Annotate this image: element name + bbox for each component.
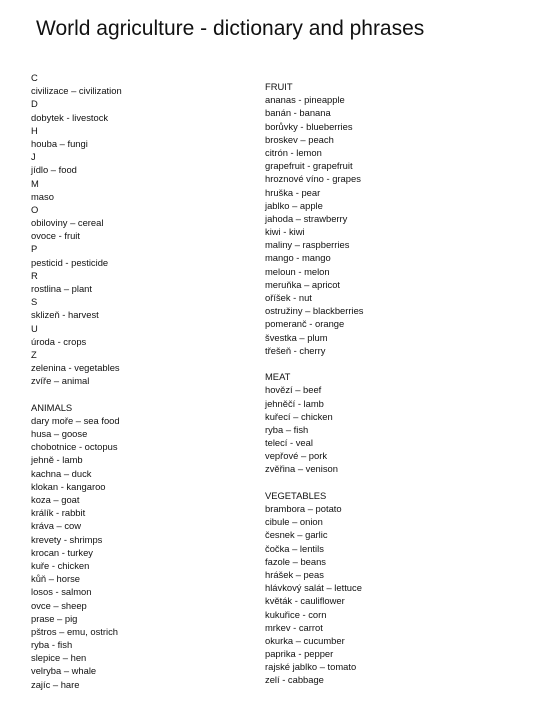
list-item: velryba – whale xyxy=(31,665,97,677)
spacer xyxy=(31,388,122,401)
letter-heading: R xyxy=(31,269,38,281)
letter-heading: O xyxy=(31,203,39,215)
list-item: jehně - lamb xyxy=(31,454,83,466)
list-item: třešeň - cherry xyxy=(265,344,326,356)
list-item: mrkev - carrot xyxy=(265,621,323,633)
list-item: vepřové – pork xyxy=(265,450,328,462)
list-item: grapefruit - grapefruit xyxy=(265,160,353,172)
list-item: kachna – duck xyxy=(31,467,92,479)
list-item: ovce – sheep xyxy=(31,599,87,611)
list-item: květák - cauliflower xyxy=(265,595,345,607)
list-item: prase – pig xyxy=(31,612,78,624)
list-item: pesticid - pesticide xyxy=(31,256,109,268)
list-item: banán - banana xyxy=(265,107,331,119)
list-item: hlávkový salát – lettuce xyxy=(265,582,362,594)
list-item: koza – goat xyxy=(31,494,80,505)
list-item: rajské jablko – tomato xyxy=(265,661,357,673)
list-item: dary moře – sea food xyxy=(31,414,120,426)
letter-heading: C xyxy=(31,72,38,83)
list-item: kuře - chicken xyxy=(31,559,90,571)
list-item: civilizace – civilization xyxy=(31,85,122,97)
meat-section xyxy=(265,370,363,476)
list-item: kiwi - kiwi xyxy=(265,226,305,238)
letter-heading: M xyxy=(31,177,39,189)
list-item: obiloviny – cereal xyxy=(31,217,104,229)
left-column xyxy=(31,71,122,691)
list-item: zajíc – hare xyxy=(31,678,80,690)
letter-heading: U xyxy=(31,322,38,334)
list-item: fazole – beans xyxy=(265,555,326,567)
list-item: sklizeň - harvest xyxy=(31,309,99,321)
list-item: paprika - pepper xyxy=(265,648,334,660)
list-item: hovězí – beef xyxy=(265,384,322,396)
alphabet-list xyxy=(31,71,122,388)
list-item: zelí - cabbage xyxy=(265,674,324,686)
list-item: zvěřina – venison xyxy=(265,463,338,475)
list-item: ovoce - fruit xyxy=(31,230,80,242)
list-item: slepice – hen xyxy=(31,652,87,664)
list-item: losos - salmon xyxy=(31,586,92,598)
list-item: rostlina – plant xyxy=(31,283,92,294)
list-item: hrášek – peas xyxy=(265,568,324,580)
list-item: pomeranč - orange xyxy=(265,318,345,330)
list-item: mango - mango xyxy=(265,252,331,264)
list-item: ryba – fish xyxy=(265,423,309,435)
section-heading: MEAT xyxy=(265,371,291,383)
list-item: ananas - pineapple xyxy=(265,94,345,106)
list-item: jahoda – strawberry xyxy=(265,212,348,224)
letter-heading: D xyxy=(31,98,38,110)
letter-heading: J xyxy=(31,151,36,163)
list-item: krevety - shrimps xyxy=(31,533,103,545)
section-heading: VEGETABLES xyxy=(265,489,327,501)
list-item: kráva – cow xyxy=(31,520,82,532)
list-item: hruška - pear xyxy=(265,186,321,198)
list-item: úroda - crops xyxy=(31,335,87,347)
list-item: česnek – garlic xyxy=(265,529,328,541)
spacer xyxy=(265,476,363,489)
list-item: pštros – emu, ostrich xyxy=(31,625,119,637)
list-item: maliny – raspberries xyxy=(265,239,350,251)
list-item: čočka – lentils xyxy=(265,542,324,554)
list-item: zelenina - vegetables xyxy=(31,362,120,374)
list-item: dobytek - livestock xyxy=(31,111,109,123)
list-item: ostružiny – blackberries xyxy=(265,305,364,317)
list-item: krocan - turkey xyxy=(31,546,93,558)
letter-heading: Z xyxy=(31,348,37,360)
list-item: okurka – cucumber xyxy=(265,634,345,646)
section-heading: ANIMALS xyxy=(31,401,73,413)
list-item: jehněčí - lamb xyxy=(265,397,324,409)
list-item: borůvky - blueberries xyxy=(265,120,353,132)
letter-heading: H xyxy=(31,124,38,136)
section-heading: FRUIT xyxy=(265,81,293,92)
list-item: meruňka – apricot xyxy=(265,278,341,290)
list-item: kukuřice - corn xyxy=(265,608,327,620)
list-item: jídlo – food xyxy=(31,164,77,176)
spacer xyxy=(265,357,363,370)
right-column xyxy=(265,80,363,687)
list-item: kuřecí – chicken xyxy=(265,410,333,422)
list-item: kůň – horse xyxy=(31,573,80,585)
animals-section xyxy=(31,401,122,691)
list-item: husa – goose xyxy=(31,428,88,440)
list-item: zvíře – animal xyxy=(31,375,90,387)
list-item: meloun - melon xyxy=(265,265,330,277)
list-item: jablko – apple xyxy=(265,199,323,211)
list-item: klokan - kangaroo xyxy=(31,480,106,492)
list-item: králík - rabbit xyxy=(31,507,86,519)
list-item: broskev – peach xyxy=(265,133,334,145)
list-item: chobotnice - octopus xyxy=(31,441,118,453)
list-item: hroznové víno - grapes xyxy=(265,173,361,185)
letter-heading: S xyxy=(31,296,38,308)
page-title: World agriculture - dictionary and phrases xyxy=(36,17,425,40)
list-item: telecí - veal xyxy=(265,437,313,449)
vegetables-section xyxy=(265,489,363,687)
list-item: ryba - fish xyxy=(31,639,73,651)
list-item: citrón - lemon xyxy=(265,146,322,158)
list-item: houba – fungi xyxy=(31,137,88,149)
list-item: brambora – potato xyxy=(265,503,342,514)
list-item: oříšek - nut xyxy=(265,292,312,303)
list-item: švestka – plum xyxy=(265,331,328,343)
list-item: maso xyxy=(31,190,54,202)
letter-heading: P xyxy=(31,243,38,255)
list-item: cibule – onion xyxy=(265,516,323,528)
fruit-section xyxy=(265,80,363,357)
